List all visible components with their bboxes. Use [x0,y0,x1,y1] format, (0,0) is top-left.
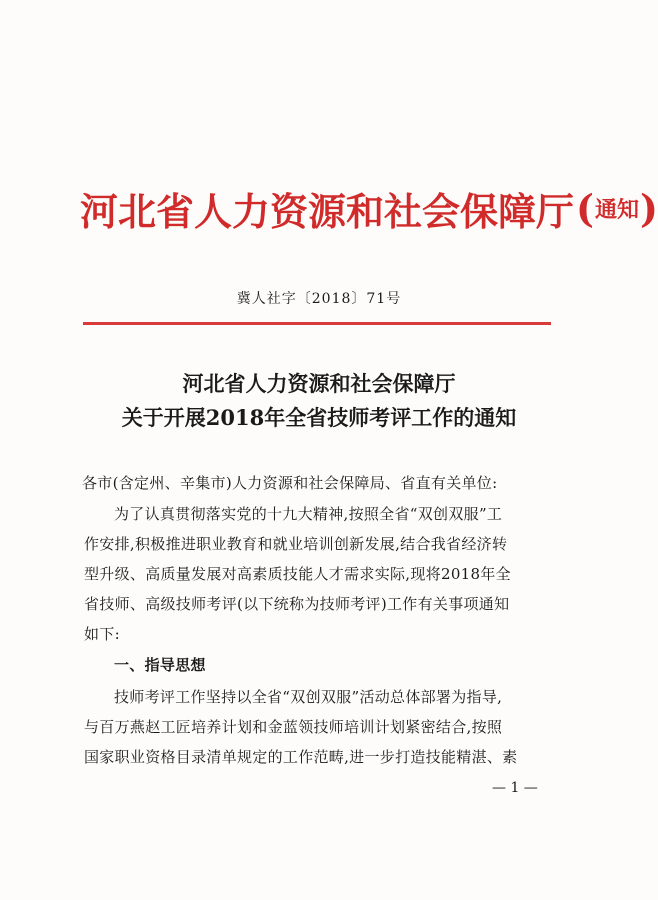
letterhead [80,178,658,238]
paragraph-1-line: 型升级、高质量发展对高素质技能人才需求实际,现将2018年全 [84,565,511,583]
letterhead-org-title: 河北省人力资源和社会保障厅 [80,188,575,234]
document-number: 冀人社字〔2018〕71号 [236,291,402,307]
paragraph-1-line: 省技师、高级技师考评(以下统称为技师考评)工作有关事项通知 [84,595,510,613]
letterhead-notice-tag [576,186,658,231]
paragraph-1-line: 如下: [84,625,120,643]
paragraph-2-line: 国家职业资格目录清单规定的工作范畴,进一步打造技能精湛、素 [84,748,518,766]
page-number: — 1 — [492,780,538,796]
document-title-line-1: 河北省人力资源和社会保障厅 [182,371,456,396]
section-1-heading: 一、指导思想 [114,656,206,674]
paragraph-2-line: 技师考评工作坚持以全省“双创双服”活动总体部署为指导, [114,688,503,706]
paragraph-2-line: 与百万燕赵工匠培养计划和金蓝领技师培训计划紧密结合,按照 [84,718,503,736]
close-paren: ) [640,185,658,231]
paragraph-1-line: 作安排,积极推进职业教育和就业培训创新发展,结合我省经济转 [84,535,508,553]
document-title-line-2: 关于开展2018年全省技师考评工作的通知 [121,405,517,430]
red-divider-line [83,322,551,325]
paragraph-1-line: 为了认真贯彻落实党的十九大精神,按照全省“双创双服”工 [114,505,503,523]
open-paren: ( [576,185,594,231]
notice-tag-text: 通知 [595,196,640,223]
addressee: 各市(含定州、辛集市)人力资源和社会保障局、省直有关单位: [82,474,498,492]
